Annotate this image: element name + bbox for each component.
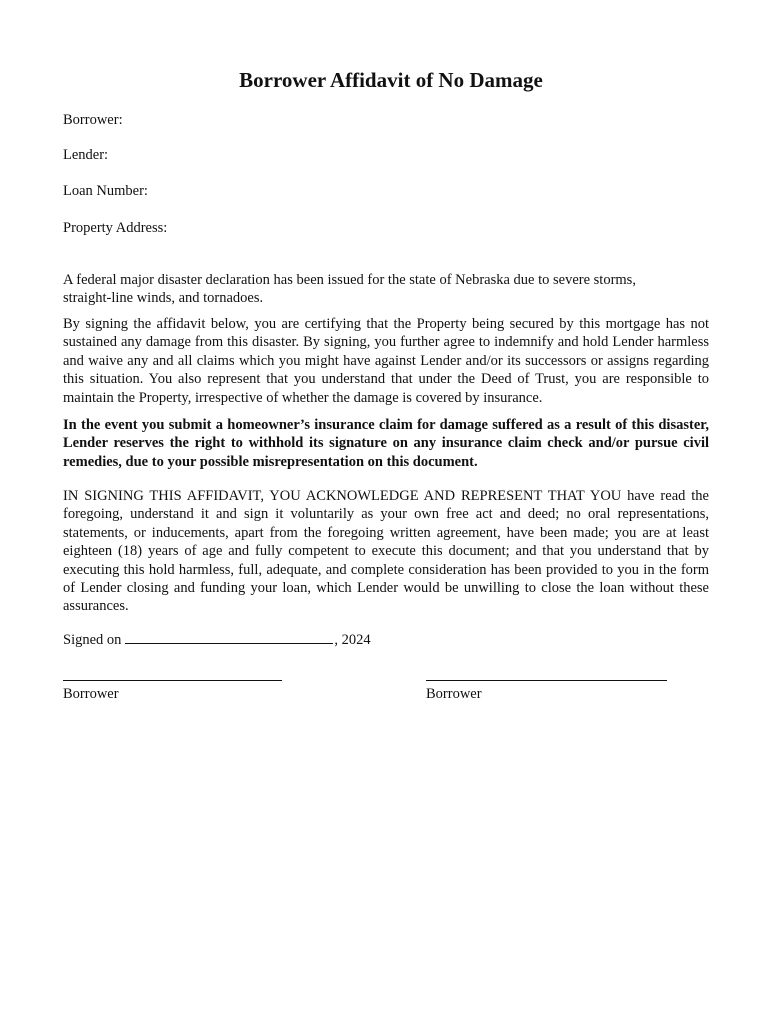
lender-field-label: Lender: (63, 147, 109, 163)
borrower-signature-label-right: Borrower (426, 686, 482, 702)
signed-on-line (63, 630, 371, 649)
borrower-signature-line-right[interactable] (426, 680, 667, 681)
signed-on-label: Signed on (63, 632, 122, 648)
insurance-warning-paragraph: In the event you submit a homeowner’s insurance claim for damage suffered as a result of this disaster, Lender reserves the right to withhold its signature on any insurance claim check and/or pursue civil remedies, due to your possible misrepresentation on this document. (63, 417, 709, 470)
acknowledgement-paragraph: IN SIGNING THIS AFFIDAVIT, YOU ACKNOWLEDGE AND REPRESENT THAT YOU have read the foregoing, understand it and sign it voluntarily as your own free act and deed; no oral representations, statements, or inducements, apart from the foregoing written agreement, have been made; you are at least eighteen (18) years of age and fully competent to execute this document; and that you understand that by executing this hold harmless, full, adequate, and complete consideration has been provided to you in the form of Lender closing and funding your loan, which Lender would be unwilling to close the loan without these assurances. (63, 488, 709, 615)
disaster-notice-paragraph: A federal major disaster declaration has been issued for the state of Nebraska due to severe storms, straight-line winds, and tornadoes. (63, 272, 636, 307)
borrower-field-label: Borrower: (63, 112, 123, 128)
property-address-field-label: Property Address: (63, 220, 168, 236)
borrower-signature-line-left[interactable] (63, 680, 282, 681)
signed-on-year: , 2024 (334, 632, 371, 648)
signed-on-date-blank[interactable] (125, 630, 333, 644)
document-title: Borrower Affidavit of No Damage (239, 68, 543, 92)
borrower-signature-label-left: Borrower (63, 686, 119, 702)
loan-number-field-label: Loan Number: (63, 183, 148, 199)
certification-paragraph: By signing the affidavit below, you are certifying that the Property being secured by this mortgage has not sustained any damage from this disaster. By signing, you further agree to indemnify and hold Lender harmless and waive any and all claims which you might have against Lender and/or its successors or assigns regarding this situation. You also represent that you understand that under the Deed of Trust, you are responsible to maintain the Property, irrespective of whether the damage is covered by insurance. (63, 316, 709, 406)
